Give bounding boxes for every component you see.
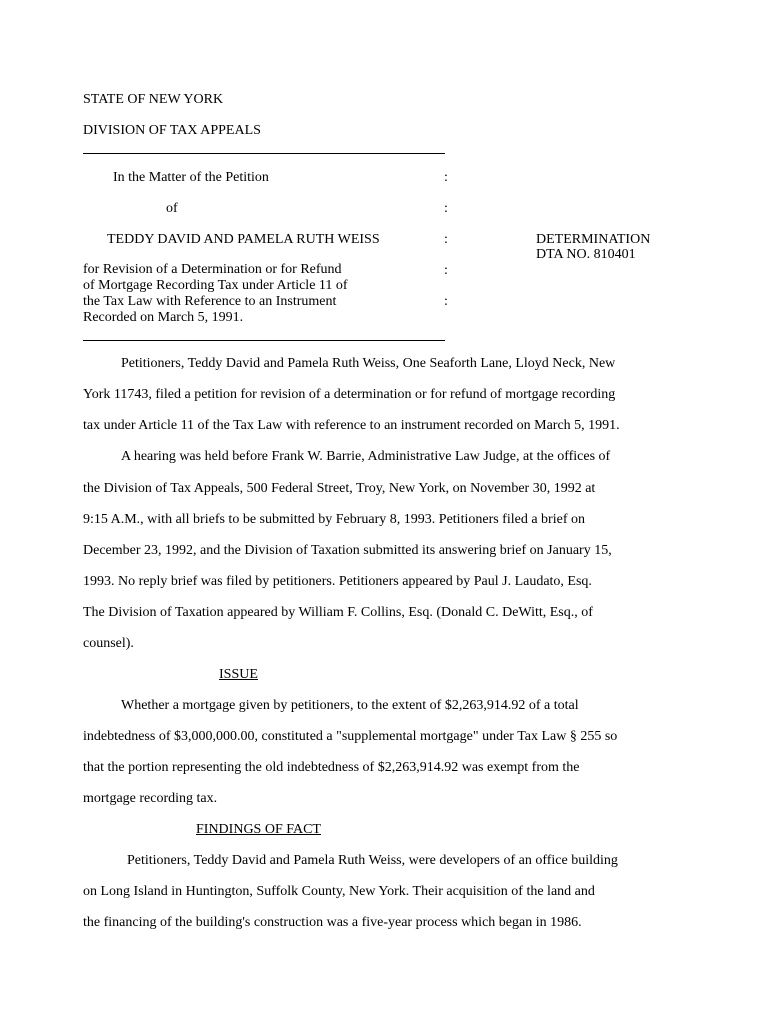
division-heading: DIVISION OF TAX APPEALS	[83, 123, 261, 138]
body-line: Petitioners, Teddy David and Pamela Ruth Weiss, One Seaforth Lane, Lloyd Neck, New	[121, 356, 616, 371]
body-line: on Long Island in Huntington, Suffolk County, New York. Their acquisition of the land and	[83, 884, 595, 899]
body-line: 9:15 A.M., with all briefs to be submitted by February 8, 1993. Petitioners filed a brief on	[83, 512, 585, 527]
caption-petitioners: TEDDY DAVID AND PAMELA RUTH WEISS	[107, 232, 380, 247]
caption-colon: :	[444, 263, 448, 278]
caption-purpose-line: of Mortgage Recording Tax under Article 11 of	[83, 278, 348, 293]
body-line: Whether a mortgage given by petitioners, to the extent of $2,263,914.92 of a total	[121, 698, 579, 713]
caption-colon: :	[444, 201, 448, 216]
body-line: tax under Article 11 of the Tax Law with reference to an instrument recorded on March 5, 1991.	[83, 418, 620, 433]
caption-colon: :	[444, 170, 448, 185]
caption-matter: In the Matter of the Petition	[113, 170, 269, 185]
dta-number: DTA NO. 810401	[536, 247, 636, 262]
caption-colon: :	[444, 294, 448, 309]
body-line: Petitioners, Teddy David and Pamela Ruth Weiss, were developers of an office building	[127, 853, 618, 868]
body-line: December 23, 1992, and the Division of Taxation submitted its answering brief on January 15,	[83, 543, 612, 558]
caption-colon: :	[444, 232, 448, 247]
caption-purpose	[83, 262, 348, 326]
body-line: indebtedness of $3,000,000.00, constituted a "supplemental mortgage" under Tax Law § 255 so	[83, 729, 618, 744]
caption-of: of	[166, 201, 178, 216]
body-line: that the portion representing the old indebtedness of $2,263,914.92 was exempt from the	[83, 760, 580, 775]
caption-purpose-line: Recorded on March 5, 1991.	[83, 310, 244, 325]
body-line: York 11743, filed a petition for revision of a determination or for refund of mortgage recording	[83, 387, 616, 402]
issue-heading: ISSUE	[219, 667, 258, 682]
findings-heading: FINDINGS OF FACT	[196, 822, 321, 837]
body-line: counsel).	[83, 636, 134, 651]
body-line: mortgage recording tax.	[83, 791, 218, 806]
body-line: the financing of the building's construction was a five-year process which began in 1986.	[83, 915, 582, 930]
body-line: The Division of Taxation appeared by William F. Collins, Esq. (Donald C. DeWitt, Esq., of	[83, 605, 593, 620]
caption-purpose-line: for Revision of a Determination or for Refund	[83, 262, 342, 277]
caption-top-rule	[83, 153, 445, 154]
state-heading: STATE OF NEW YORK	[83, 92, 224, 107]
body-line: 1993. No reply brief was filed by petitioners. Petitioners appeared by Paul J. Laudato, Esq.	[83, 574, 592, 589]
body-line: the Division of Tax Appeals, 500 Federal Street, Troy, New York, on November 30, 1992 at	[83, 481, 596, 496]
body-line: A hearing was held before Frank W. Barrie, Administrative Law Judge, at the offices of	[121, 449, 611, 464]
caption-bottom-rule	[83, 340, 445, 341]
determination-label: DETERMINATION	[536, 232, 651, 247]
caption-purpose-line: the Tax Law with Reference to an Instrument	[83, 294, 337, 309]
